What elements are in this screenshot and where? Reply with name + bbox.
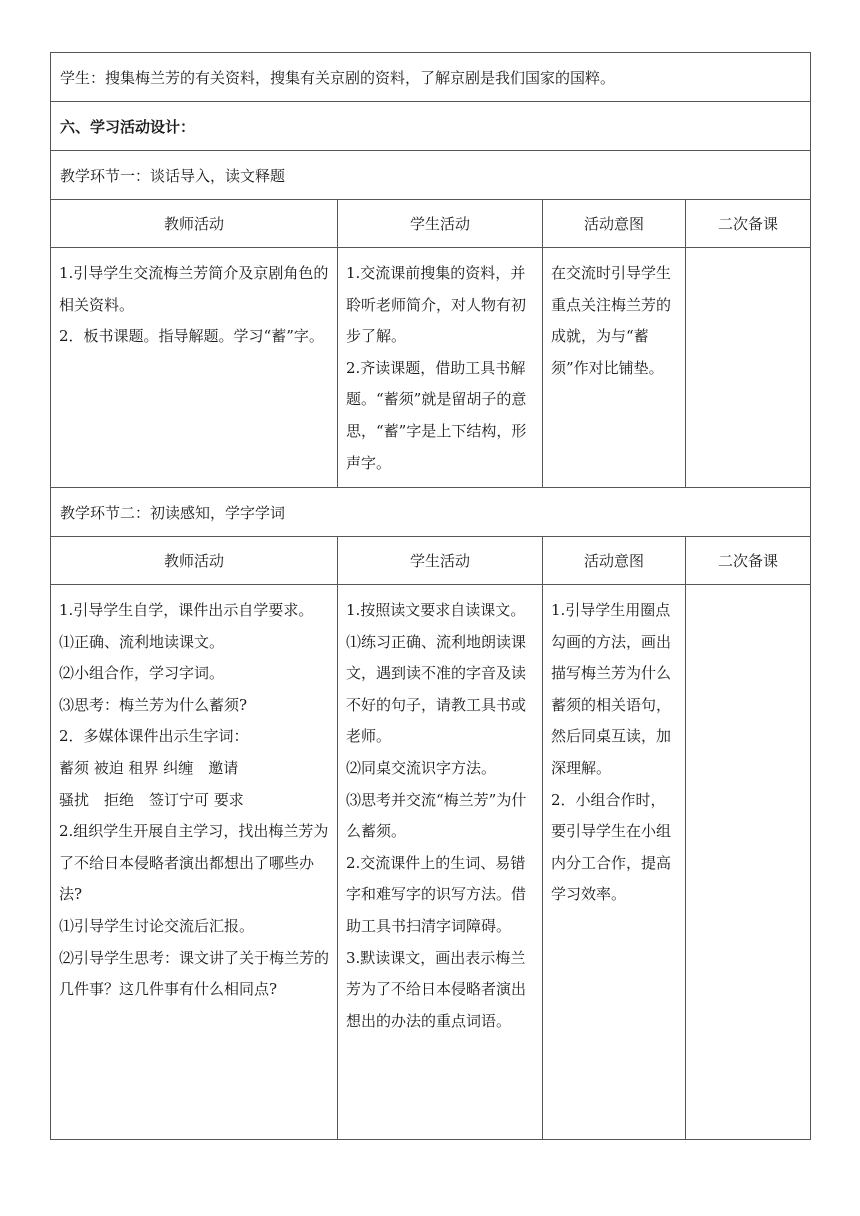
stage2-teacher-line: 1.引导学生自学，课件出示自学要求。 xyxy=(59,601,314,619)
stage2-intent-cell xyxy=(543,585,686,1140)
stage1-teacher-line: 1.引导学生交流梅兰芳简介及京剧角色的相关资料。 xyxy=(59,264,329,314)
stage2-teacher-line: 2.组织学生开展自主学习，找出梅兰芳为了不给日本侵略者演出都想出了哪些办法? xyxy=(59,822,329,904)
stage1-student-line: 2.齐读课题，借助工具书解题。“蓄须”就是留胡子的意思，“蓄”字是上下结构，形声字。 xyxy=(346,358,527,472)
stage2-intent-line: 2．小组合作时，要引导学生在小组内分工合作，提高学习效率。 xyxy=(551,790,672,904)
stage1-intent-cell xyxy=(543,248,686,488)
stage1-teacher-cell xyxy=(51,248,338,488)
stage1-header-intent: 活动意图 xyxy=(543,200,686,248)
stage2-title: 教学环节二：初读感知，学字学词 xyxy=(51,488,811,537)
stage2-student-line: 1.按照读文要求自读课文。 xyxy=(346,601,526,619)
stage2-header-notes: 二次备课 xyxy=(686,537,811,585)
stage1-student-cell xyxy=(338,248,543,488)
stage2-student-line: ⑴练习正确、流利地朗读课文，遇到读不准的字音及读不好的句子，请教工具书或老师。 xyxy=(346,632,527,746)
stage2-teacher-cell xyxy=(51,585,338,1140)
stage1-header-notes: 二次备课 xyxy=(686,200,811,248)
stage2-header-student: 学生活动 xyxy=(338,537,543,585)
stage2-intent-line: 1.引导学生用圈点勾画的方法，画出描写梅兰芳为什么蓄须的相关语句，然后同桌互读，加深理解。 xyxy=(551,601,672,777)
stage1-intent-line: 在交流时引导学生重点关注梅兰芳的成就，为与“蓄须”作对比铺垫。 xyxy=(551,264,672,377)
stage2-teacher-words: 蓄须 被迫 租界 纠缠 邀请 xyxy=(59,758,239,777)
stage2-teacher-line: ⑶思考：梅兰芳为什么蓄须? xyxy=(59,695,248,714)
stage1-teacher-line: 2．板书课题。指导解题。学习“蓄”字。 xyxy=(59,327,324,346)
stage2-teacher-line: ⑴正确、流利地读课文。 xyxy=(59,632,225,651)
stage2-teacher-line: ⑵小组合作，学习字词。 xyxy=(59,664,225,683)
lesson-plan-table xyxy=(50,52,811,1140)
stage2-student-line: ⑶思考并交流“梅兰芳”为什么蓄须。 xyxy=(346,790,527,841)
stage2-student-line: 3.默读课文，画出表示梅兰芳为了不给日本侵略者演出想出的办法的重点词语。 xyxy=(346,948,527,1030)
stage2-teacher-line: 2．多媒体课件出示生字词： xyxy=(59,727,249,746)
stage2-notes-cell xyxy=(686,585,811,1140)
section-title: 六、学习活动设计： xyxy=(51,102,811,151)
stage2-header-teacher: 教师活动 xyxy=(51,537,338,585)
intro-row: 学生：搜集梅兰芳的有关资料，搜集有关京剧的资料，了解京剧是我们国家的国粹。 xyxy=(51,53,811,102)
stage1-notes-cell xyxy=(686,248,811,488)
stage2-teacher-line: ⑵引导学生思考：课文讲了关于梅兰芳的几件事？这几件事有什么相同点? xyxy=(59,948,330,999)
stage2-teacher-line: ⑴引导学生讨论交流后汇报。 xyxy=(59,916,255,935)
stage2-teacher-words: 骚扰 拒绝 签订宁可 要求 xyxy=(59,790,244,809)
stage2-student-line: ⑵同桌交流识字方法。 xyxy=(346,758,497,777)
stage1-student-line: 1.交流课前搜集的资料，并聆听老师简介，对人物有初步了解。 xyxy=(346,264,527,346)
stage1-title: 教学环节一：谈话导入，读文释题 xyxy=(51,151,811,200)
stage2-student-line: 2.交流课件上的生词、易错字和难写字的识写方法。借助工具书扫清字词障碍。 xyxy=(346,853,527,935)
stage2-header-intent: 活动意图 xyxy=(543,537,686,585)
stage1-header-student: 学生活动 xyxy=(338,200,543,248)
stage1-header-teacher: 教师活动 xyxy=(51,200,338,248)
stage2-student-cell xyxy=(338,585,543,1140)
